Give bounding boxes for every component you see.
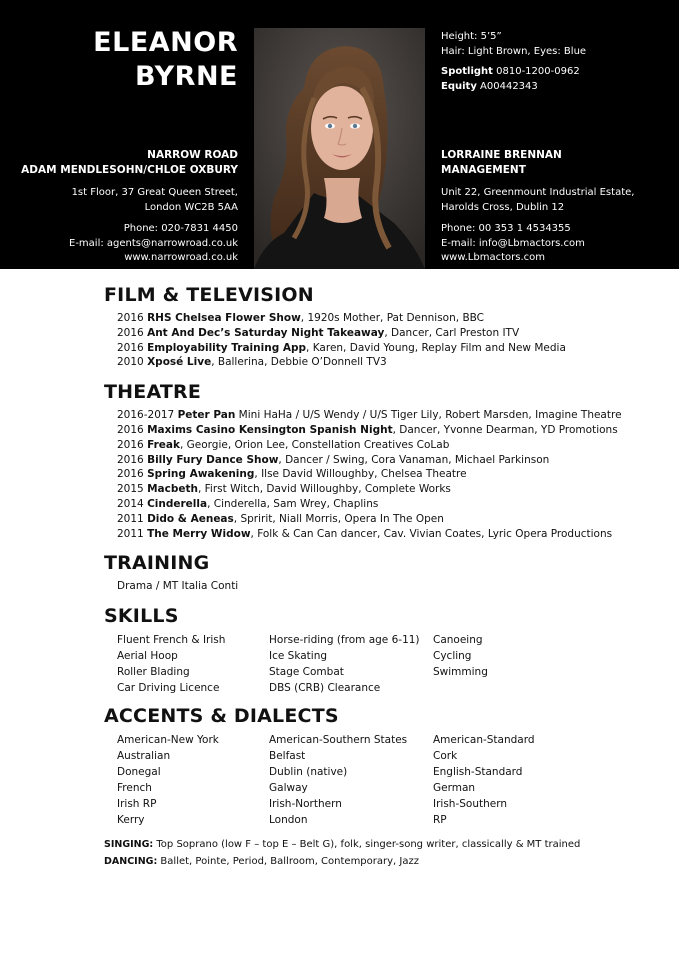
- skill-item: Aerial Hoop: [117, 650, 178, 663]
- accent-item: Donegal: [117, 766, 161, 779]
- accent-item: RP: [433, 814, 447, 827]
- accent-item: Galway: [269, 782, 308, 795]
- dancing-label: DANCING:: [104, 856, 158, 868]
- accent-item: Cork: [433, 750, 458, 763]
- accent-item: Australian: [117, 750, 171, 763]
- right-agent-block: [441, 148, 634, 266]
- singing-line: [104, 836, 664, 853]
- accent-item: Irish RP: [117, 798, 157, 811]
- accent-item: Kerry: [117, 814, 145, 827]
- credit-details: , Cinderella, Sam Wrey, Chaplins: [207, 497, 379, 510]
- credit-year: 2016: [117, 341, 144, 354]
- credit-title: RHS Chelsea Flower Show: [147, 312, 301, 324]
- accent-item: Belfast: [269, 750, 306, 763]
- singing-text: Top Soprano (low F – top E – Belt G), folk, singer-song writer, classically & MT trained: [153, 839, 581, 851]
- spotlight-id: [441, 65, 586, 80]
- spotlight-value: 0810-1200-0962: [496, 66, 580, 77]
- credit-year: 2010: [117, 356, 144, 369]
- credit-row: [117, 341, 664, 356]
- skill-item: [433, 680, 583, 696]
- credit-year: 2011: [117, 512, 144, 525]
- skill-item: Canoeing: [433, 634, 483, 647]
- credit-details: , Spririt, Niall Morris, Opera In The Open: [233, 512, 444, 525]
- skill-item: DBS (CRB) Clearance: [269, 682, 381, 695]
- credit-details: , Dancer, Yvonne Dearman, YD Promotions: [392, 423, 618, 436]
- right-agent-name-cont: MANAGEMENT: [441, 163, 526, 176]
- credit-row: [117, 467, 664, 482]
- film-credits: [117, 311, 664, 370]
- headshot-photo: [254, 28, 425, 269]
- right-agent-email[interactable]: E-mail: info@Lbmactors.com: [441, 237, 585, 249]
- accent-item: Irish-Northern: [269, 798, 342, 811]
- theatre-credits: [117, 408, 664, 541]
- left-agent-email[interactable]: E-mail: agents@narrowroad.co.uk: [69, 237, 238, 249]
- accent-item: American-Southern States: [269, 734, 408, 747]
- credit-row: [117, 355, 664, 370]
- name-last: BYRNE: [135, 61, 238, 92]
- left-agent-address-line2: London WC2B 5AA: [144, 201, 238, 213]
- cv-body: [104, 283, 664, 870]
- accent-item: American-Standard: [433, 734, 535, 747]
- dancing-text: Ballet, Pointe, Period, Ballroom, Contemporary, Jazz: [157, 856, 419, 868]
- credit-title: Macbeth: [147, 483, 198, 496]
- dancing-line: [104, 853, 664, 870]
- credit-title: Cinderella: [147, 497, 208, 510]
- credit-row: [117, 482, 664, 497]
- credit-year: 2016: [117, 423, 144, 436]
- credit-year: 2016: [117, 468, 144, 481]
- skill-item: Roller Blading: [117, 666, 190, 679]
- credit-row: [117, 423, 664, 438]
- credit-title: Maxims Casino Kensington Spanish Night: [147, 423, 393, 436]
- credit-details: , Karen, David Young, Replay Film and New Media: [306, 341, 566, 354]
- accent-item: English-Standard: [433, 766, 523, 779]
- left-agent-contacts: ADAM MENDLESOHN/CHLOE OXBURY: [21, 163, 238, 176]
- name-first: ELEANOR: [93, 27, 238, 58]
- right-agent-phone: Phone: 00 353 1 4534355: [441, 223, 571, 234]
- hair-eyes-stat: Hair: Light Brown, Eyes: Blue: [441, 45, 587, 57]
- credit-title: Billy Fury Dance Show: [147, 453, 279, 466]
- skills-heading: SKILLS: [104, 605, 179, 628]
- credit-row: [117, 497, 664, 512]
- credit-details: , Georgie, Orion Lee, Constellation Creatives CoLab: [179, 438, 450, 451]
- skill-item: Stage Combat: [269, 666, 344, 679]
- credit-year: 2015: [117, 483, 144, 496]
- physical-stats: [441, 30, 586, 94]
- right-agent-website[interactable]: www.Lbmactors.com: [441, 252, 545, 263]
- credit-year: 2016: [117, 438, 144, 451]
- accent-item: German: [433, 782, 476, 795]
- skill-item: Horse-riding (from age 6-11): [269, 634, 420, 647]
- credit-title: The Merry Widow: [147, 527, 251, 540]
- credit-year: 2016: [117, 312, 144, 324]
- credit-title: Freak: [147, 438, 180, 451]
- credit-row: [117, 408, 664, 423]
- credit-row: [117, 512, 664, 527]
- credit-row: [117, 311, 664, 326]
- left-agent-name: NARROW ROAD: [147, 149, 238, 161]
- header-banner: [0, 0, 679, 269]
- singing-label: SINGING:: [104, 839, 154, 851]
- left-agent-phone: Phone: 020-7831 4450: [123, 223, 238, 234]
- credit-title: Xposé Live: [147, 356, 212, 369]
- spotlight-label: Spotlight: [441, 66, 493, 77]
- skill-item: Cycling: [433, 650, 472, 663]
- left-agent-block: [21, 148, 238, 266]
- credit-details: , First Witch, David Willoughby, Complete Works: [197, 483, 451, 496]
- right-agent-address-line2: Harolds Cross, Dublin 12: [441, 201, 565, 213]
- right-agent-address-line1: Unit 22, Greenmount Industrial Estate,: [441, 187, 635, 198]
- right-agent-name: LORRAINE BRENNAN: [441, 149, 562, 161]
- credit-row: [117, 527, 664, 542]
- accents-grid: [117, 732, 664, 828]
- accent-item: Irish-Southern: [433, 798, 508, 811]
- credit-year: 2014: [117, 497, 144, 510]
- left-agent-address-line1: 1st Floor, 37 Great Queen Street,: [71, 187, 238, 198]
- credit-details: , Dancer / Swing, Cora Vanaman, Michael Parkinson: [278, 453, 550, 466]
- skill-item: Ice Skating: [269, 650, 328, 663]
- credit-year: 2016-2017: [117, 409, 175, 422]
- credit-title: Dido & Aeneas: [147, 512, 234, 525]
- skill-item: Car Driving Licence: [117, 682, 220, 695]
- left-agent-website[interactable]: www.narrowroad.co.uk: [124, 252, 238, 263]
- actor-name: [93, 26, 238, 94]
- credit-title: Peter Pan: [177, 409, 236, 422]
- credit-details: , Dancer, Carl Preston ITV: [384, 326, 520, 339]
- credit-row: [117, 326, 664, 341]
- credit-details: , 1920s Mother, Pat Dennison, BBC: [300, 312, 484, 324]
- theatre-heading: THEATRE: [104, 381, 202, 404]
- credit-details: , Folk & Can Can dancer, Cav. Vivian Coates, Lyric Opera Productions: [250, 527, 613, 540]
- credit-title: Employability Training App: [147, 341, 307, 354]
- accent-item: French: [117, 782, 152, 795]
- credit-year: 2016: [117, 326, 144, 339]
- accents-heading: ACCENTS & DIALECTS: [104, 705, 339, 728]
- equity-label: Equity: [441, 80, 477, 92]
- height-stat: Height: 5’5”: [441, 31, 502, 42]
- credit-title: Spring Awakening: [147, 468, 255, 481]
- credit-details: , Ballerina, Debbie O’Donnell TV3: [211, 356, 387, 369]
- skill-item: Swimming: [433, 666, 488, 679]
- extra-skills: [104, 836, 664, 870]
- credit-row: [117, 438, 664, 453]
- headshot-illustration: [254, 28, 425, 269]
- training-text: Drama / MT Italia Conti: [117, 580, 239, 593]
- equity-value: A00442343: [480, 80, 538, 92]
- credit-year: 2011: [117, 527, 144, 540]
- film-heading: FILM & TELEVISION: [104, 284, 314, 306]
- credit-title: Ant And Dec’s Saturday Night Takeaway: [147, 326, 385, 339]
- accent-item: American-New York: [117, 734, 219, 747]
- skill-item: Fluent French & Irish: [117, 634, 226, 647]
- accent-item: London: [269, 814, 308, 827]
- credit-row: [117, 453, 664, 468]
- accent-item: Dublin (native): [269, 766, 348, 779]
- equity-id: [441, 80, 586, 95]
- training-heading: TRAINING: [104, 552, 210, 575]
- credit-details: , Ilse David Willoughby, Chelsea Theatre: [254, 468, 467, 481]
- credit-details: Mini HaHa / U/S Wendy / U/S Tiger Lily, Robert Marsden, Imagine Theatre: [235, 409, 622, 422]
- credit-year: 2016: [117, 453, 144, 466]
- skills-grid: [117, 632, 664, 696]
